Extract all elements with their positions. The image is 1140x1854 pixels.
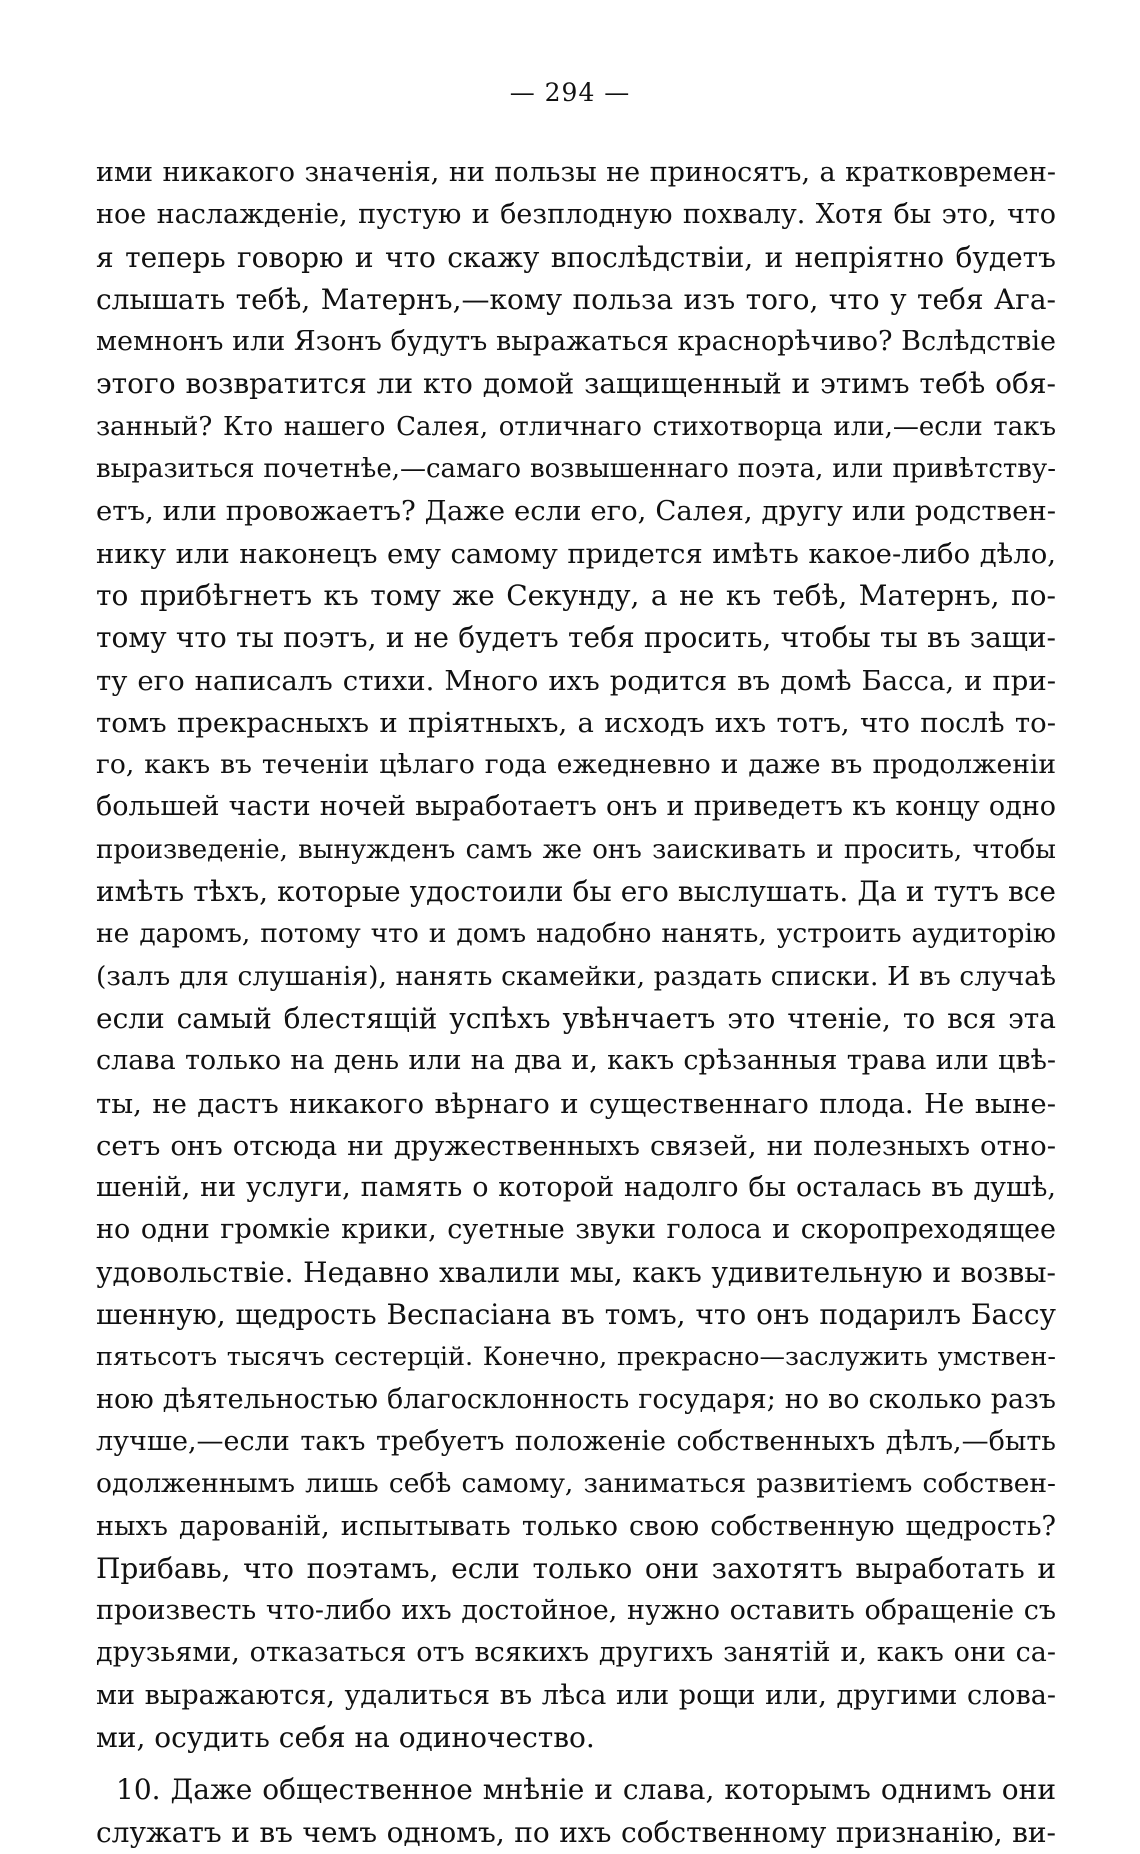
text-line: ныхъ дарованій, испытывать только свою собственную щедрость? (96, 1510, 1056, 1542)
text-line: ною дѣятельностью благосклонность государя; но во сколько разъ (96, 1383, 1056, 1415)
text-line: служатъ и въ чемъ одномъ, по ихъ собственному признанію, ви- (96, 1815, 1056, 1849)
text-line: Прибавь, что поэтамъ, если только они захотятъ выработать и (96, 1551, 1056, 1585)
text-line: ту его написалъ стихи. Много ихъ родится въ домѣ Басса, и при- (96, 664, 1056, 697)
text-line: имѣть тѣхъ, которые удостоили бы его выслушать. Да и тутъ все (96, 875, 1056, 909)
paragraph (96, 1769, 1056, 1854)
text-line: занный? Кто нашего Салея, отличнаго стихотворца или,—если такъ (96, 411, 1056, 442)
text-line: шеній, ни услуги, память о которой надолго бы осталась въ душѣ, (96, 1172, 1056, 1204)
text-line: я теперь говорю и что скажу впослѣдствіи, и непріятно будетъ (96, 240, 1056, 274)
text-line: если самый блестящій успѣхъ увѣнчаетъ это чтеніе, то вся эта (96, 1001, 1056, 1035)
text-line: ты, не дастъ никакого вѣрнаго и существеннаго плода. Не вынe- (96, 1087, 1056, 1120)
text-line: 10. Даже общественное мнѣніе и слава, которымъ однимъ они (116, 1773, 1056, 1807)
page-number: — 294 — (509, 78, 631, 107)
text-line: удовольствіе. Недавно хвалили мы, какъ удивительную и возвы- (96, 1255, 1056, 1289)
text-line: произведеніе, вынужденъ самъ же онъ заискивать и просить, чтобы (96, 834, 1056, 865)
text-line: этого возвратится ли кто домой защищенный и этимъ тебѣ обя- (96, 367, 1056, 401)
text-line: ное наслажденіе, пустую и безплодную похвалу. Хотя бы это, что (96, 199, 1056, 231)
text-line: мемнонъ или Язонъ будутъ выражаться краснорѣчиво? Вслѣдствіе (96, 326, 1056, 358)
text-line: слава только на день или на два и, какъ срѣзанныя трава или цвѣ- (96, 1045, 1056, 1077)
text-line: выразиться почетнѣе,—самаго возвышеннаго поэта, или привѣтству- (96, 454, 1056, 485)
text-line: ми выражаются, удалиться въ лѣса или рощи или, другими слова- (96, 1679, 1056, 1711)
text-line: слышать тебѣ, Матернъ,—кому польза изъ того, что у тебя Ага- (96, 282, 1056, 316)
text-line: но одни громкіе крики, суетные звуки голоса и скоропреходящее (96, 1214, 1056, 1246)
text-line: (залъ для слушанія), нанять скамейки, раздать списки. И въ случаѣ (96, 960, 1056, 992)
text-line: шенную, щедрость Веспасіана въ томъ, что онъ подарилъ Бассу (96, 1298, 1056, 1332)
paragraph-gap (96, 1759, 1056, 1769)
text-line: большей части ночей выработаетъ онъ и приведетъ къ концу одно (96, 791, 1056, 823)
text-line: то прибѣгнетъ къ тому же Секунду, а не къ тебѣ, Матернъ, по- (96, 578, 1056, 612)
page-body (96, 152, 1056, 1854)
text-line: пятьсотъ тысячъ сестерцій. Конечно, прекрасно—заслужить умствен- (96, 1342, 1056, 1373)
text-line: нику или наконецъ ему самому придется имѣть какое-либо дѣло, (96, 537, 1056, 570)
text-line: одолженнымъ лишь себѣ самому, заниматься развитіемъ собствен- (96, 1468, 1056, 1500)
text-line: друзьями, отказаться отъ всякихъ другихъ занятій и, какъ они са- (96, 1637, 1056, 1669)
text-line: ими никакого значенія, ни пользы не приносятъ, а кратковремен- (96, 157, 1056, 188)
paragraph (96, 152, 1056, 1759)
text-line: ми, осудить себя на одиночество. (96, 1720, 595, 1754)
text-line: тому что ты поэтъ, и не будетъ тебя просить, чтобы ты въ защи- (96, 621, 1056, 655)
text-line: лучше,—если такъ требуетъ положеніе собственныхъ дѣлъ,—быть (96, 1425, 1056, 1457)
text-line: сетъ онъ отсюда ни дружественныхъ связей, ни полезныхъ отно- (96, 1129, 1056, 1162)
text-line: не даромъ, потому что и домъ надобно нанять, устроить аудиторію (96, 918, 1056, 950)
text-line: го, какъ въ теченіи цѣлаго года ежедневно и даже въ продолженіи (96, 749, 1056, 781)
text-line: етъ, или провожаетъ? Даже если его, Салея, другу или родствен- (96, 495, 1056, 528)
text-line: произвесть что-либо ихъ достойное, нужно оставить обращеніе съ (96, 1595, 1056, 1627)
text-line: томъ прекрасныхъ и пріятныхъ, а исходъ ихъ тотъ, что послѣ то- (96, 706, 1056, 739)
